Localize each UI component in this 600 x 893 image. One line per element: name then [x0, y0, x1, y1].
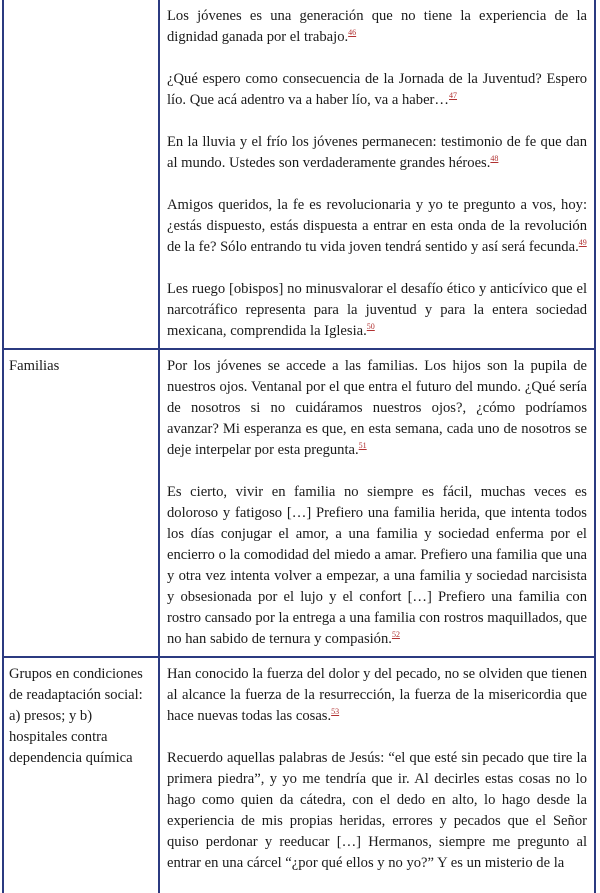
quote-paragraph — [167, 195, 587, 258]
quote-text: ¿Qué espero como consecuencia de la Jornada de la Juventud? Espero lío. Que acá adentro va a haber lío, va a haber… — [167, 71, 587, 108]
quote-paragraph — [167, 279, 587, 342]
quote-paragraph — [167, 6, 587, 48]
footnote-link[interactable]: 49 — [578, 238, 587, 248]
table-row — [3, 657, 595, 893]
topic-cell — [3, 657, 159, 893]
footnote-link[interactable]: 52 — [391, 630, 400, 640]
quote-paragraph — [167, 356, 587, 461]
quote-text: Es cierto, vivir en familia no siempre es fácil, muchas veces es doloroso y fatigoso […] Prefiero una familia herida, que intenta todos los días conjugar el amor, a una familia y sociedad enferma por el encierro o la comodidad del miedo a amar. Prefiero una familia que una y otra vez intenta volver a empezar, a una familia y sociedad narcisista y obsesionada por el lujo y el confort […] Prefiero una familia con rostro cansado por la entrega a una familia con rostros maquillados, que no han sabido de ternura y compasión. — [167, 484, 587, 647]
topic-label: Grupos en condiciones de readaptación social: a) presos; y b) hospitales contra dependencia química — [9, 666, 143, 766]
document-table — [2, 0, 596, 893]
table-row — [3, 0, 595, 349]
table-row — [3, 349, 595, 657]
quote-paragraph — [167, 69, 587, 111]
topic-label: Familias — [9, 358, 60, 374]
footnote-link[interactable]: 46 — [348, 28, 357, 38]
quote-text: Recuerdo aquellas palabras de Jesús: “el que esté sin pecado que tire la primera piedra”, y yo me tendría que ir. Al decirles estas cosas no lo hago como quien da cátedra, con el dedo en alto, lo hago desde la experiencia de mis propias heridas, errores y pecados que el Señor quiso perdonar y reeducar […] Hermanos, siempre me pregunto al entrar en una cárcel “¿por qué ellos y no yo?” Y es un misterio de la — [167, 750, 587, 871]
footnote-link[interactable]: 50 — [366, 322, 375, 332]
content-cell — [159, 657, 595, 893]
content-cell — [159, 0, 595, 349]
quote-text: Han conocido la fuerza del dolor y del pecado, no se olviden que tienen al alcance la fuerza de la resurrección, la fuerza de la misericordia que hace nuevas todas las cosas. — [167, 666, 587, 724]
quote-text: Les ruego [obispos] no minusvalorar el desafío ético y anticívico que el narcotráfico representa para la juventud y para la entera sociedad mexicana, comprendida la Iglesia. — [167, 281, 587, 339]
quote-text: En la lluvia y el frío los jóvenes permanecen: testimonio de fe que dan al mundo. Ustedes son verdaderamente grandes héroes. — [167, 134, 587, 171]
quote-text: Los jóvenes es una generación que no tiene la experiencia de la dignidad ganada por el trabajo. — [167, 8, 587, 45]
quote-paragraph — [167, 132, 587, 174]
quote-text: Por los jóvenes se accede a las familias. Los hijos son la pupila de nuestros ojos. Ventanal por el que entra el futuro del mundo. ¿Qué sería de nosotros si no cuidáramos nuestros ojos?, ¿cómo podríamos avanzar? Mi esperanza es que, en esta semana, cada uno de nosotros se deje interpelar por esta pregunta. — [167, 358, 587, 458]
footnote-link[interactable]: 51 — [358, 441, 367, 451]
quote-paragraph — [167, 664, 587, 727]
footnote-link[interactable]: 53 — [331, 707, 340, 717]
quote-paragraph — [167, 748, 587, 874]
content-cell — [159, 349, 595, 657]
quote-paragraph — [167, 482, 587, 650]
footnote-link[interactable]: 47 — [449, 91, 458, 101]
topic-cell — [3, 0, 159, 349]
topic-cell — [3, 349, 159, 657]
footnote-link[interactable]: 48 — [490, 154, 499, 164]
quote-text: Amigos queridos, la fe es revolucionaria y yo te pregunto a vos, hoy: ¿estás dispuesto, estás dispuesta a entrar en esta onda de la revolución de la fe? Sólo entrando tu vida joven tendrá sentido y así será fecunda. — [167, 197, 587, 255]
